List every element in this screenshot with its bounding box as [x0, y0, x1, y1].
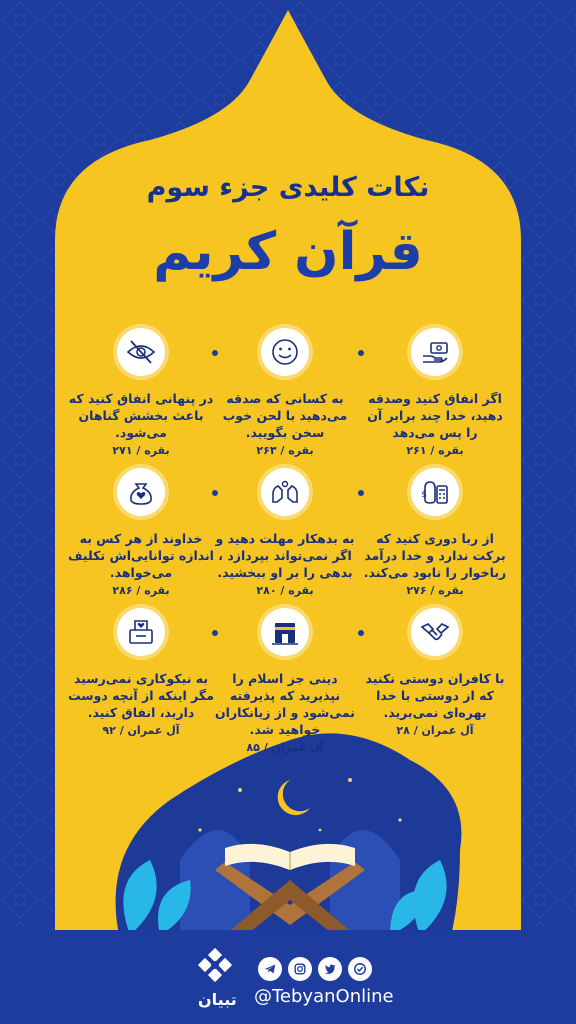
money-calculator-icon: [411, 468, 459, 516]
card-6: [66, 468, 216, 599]
telegram-icon[interactable]: [258, 957, 282, 981]
card-6-text: خداوند از هر کس به اندازه توانایی‌اش تکلیف می‌خواهد.: [68, 531, 214, 580]
card-9: [66, 608, 216, 739]
separator-dot: [212, 490, 218, 496]
card-9-text: به نیکوکاری نمی‌رسید مگر اینکه از آنچه دوست دارید، انفاق کنید.: [68, 671, 214, 720]
separator-dot: [358, 630, 364, 636]
instagram-icon[interactable]: [288, 957, 312, 981]
money-hand-icon: [411, 328, 459, 376]
donation-box-icon: [117, 608, 165, 656]
separator-dot: [358, 350, 364, 356]
card-7: [360, 608, 510, 739]
card-2-ref: بقره / ۲۶۳: [256, 444, 314, 457]
twitter-icon[interactable]: [318, 957, 342, 981]
tebyan-logo: [196, 948, 240, 988]
heart-bag-icon: [117, 468, 165, 516]
separator-dot: [212, 630, 218, 636]
card-4-ref: بقره / ۲۷۶: [406, 584, 464, 597]
card-4-text: از ربا دوری کنید که برکت ندارد و خدا درآمد رباخوار را نابود می‌کند.: [363, 531, 507, 580]
praying-hands-icon: [261, 468, 309, 516]
title-line1: نکات کلیدی جزء سوم: [146, 172, 430, 203]
card-6-ref: بقره / ۲۸۶: [112, 584, 170, 597]
social-handle[interactable]: @TebyanOnline: [254, 986, 394, 1007]
card-7-text: با کافران دوستی نکنید که از دوستی با خدا بهره‌ای نمی‌برید.: [365, 671, 505, 720]
verified-icon[interactable]: [348, 957, 372, 981]
svg-text:$: $: [421, 490, 427, 500]
card-8-text: دینی جز اسلام را نپذیرید که پذیرفته نمی‌شود و از زیانکاران خواهید شد.: [215, 671, 355, 737]
card-8: [210, 608, 360, 756]
separator-dot: [212, 350, 218, 356]
card-2-text: به کسانی که صدقه می‌دهید با لحن خوب سخن بگویید.: [222, 391, 348, 440]
card-5-text: به بدهکار مهلت دهید و اگر نمی‌تواند بپردازد ، بدهی را بر او ببخشید.: [215, 531, 355, 580]
card-7-ref: آل عمران / ۲۸: [396, 724, 474, 737]
eye-slash-icon: [117, 328, 165, 376]
separator-dot: [358, 490, 364, 496]
card-5-ref: بقره / ۲۸۰: [256, 584, 314, 597]
card-2: [210, 328, 360, 459]
card-3-text: در پنهانی انفاق کنید که باعث بخشش گناهان می‌شود.: [68, 391, 214, 440]
card-1: [360, 328, 510, 459]
card-1-text: اگر انفاق کنید وصدقه دهید، خدا چند برابر آن را پس می‌دهد: [367, 391, 503, 440]
smile-icon: [261, 328, 309, 376]
handshake-icon: [411, 608, 459, 656]
footer-bar: [0, 930, 576, 1024]
brand-name: تبیان: [198, 990, 237, 1009]
card-9-ref: آل عمران / ۹۲: [102, 724, 180, 737]
card-1-ref: بقره / ۲۶۱: [406, 444, 464, 457]
card-3: [66, 328, 216, 459]
card-3-ref: بقره / ۲۷۱: [112, 444, 170, 457]
card-4: [360, 468, 510, 599]
card-8-ref: آل عمران / ۸۵: [246, 741, 324, 754]
title-line2: قرآن کریم: [153, 222, 423, 282]
card-5: [210, 468, 360, 599]
kaaba-icon: [261, 608, 309, 656]
